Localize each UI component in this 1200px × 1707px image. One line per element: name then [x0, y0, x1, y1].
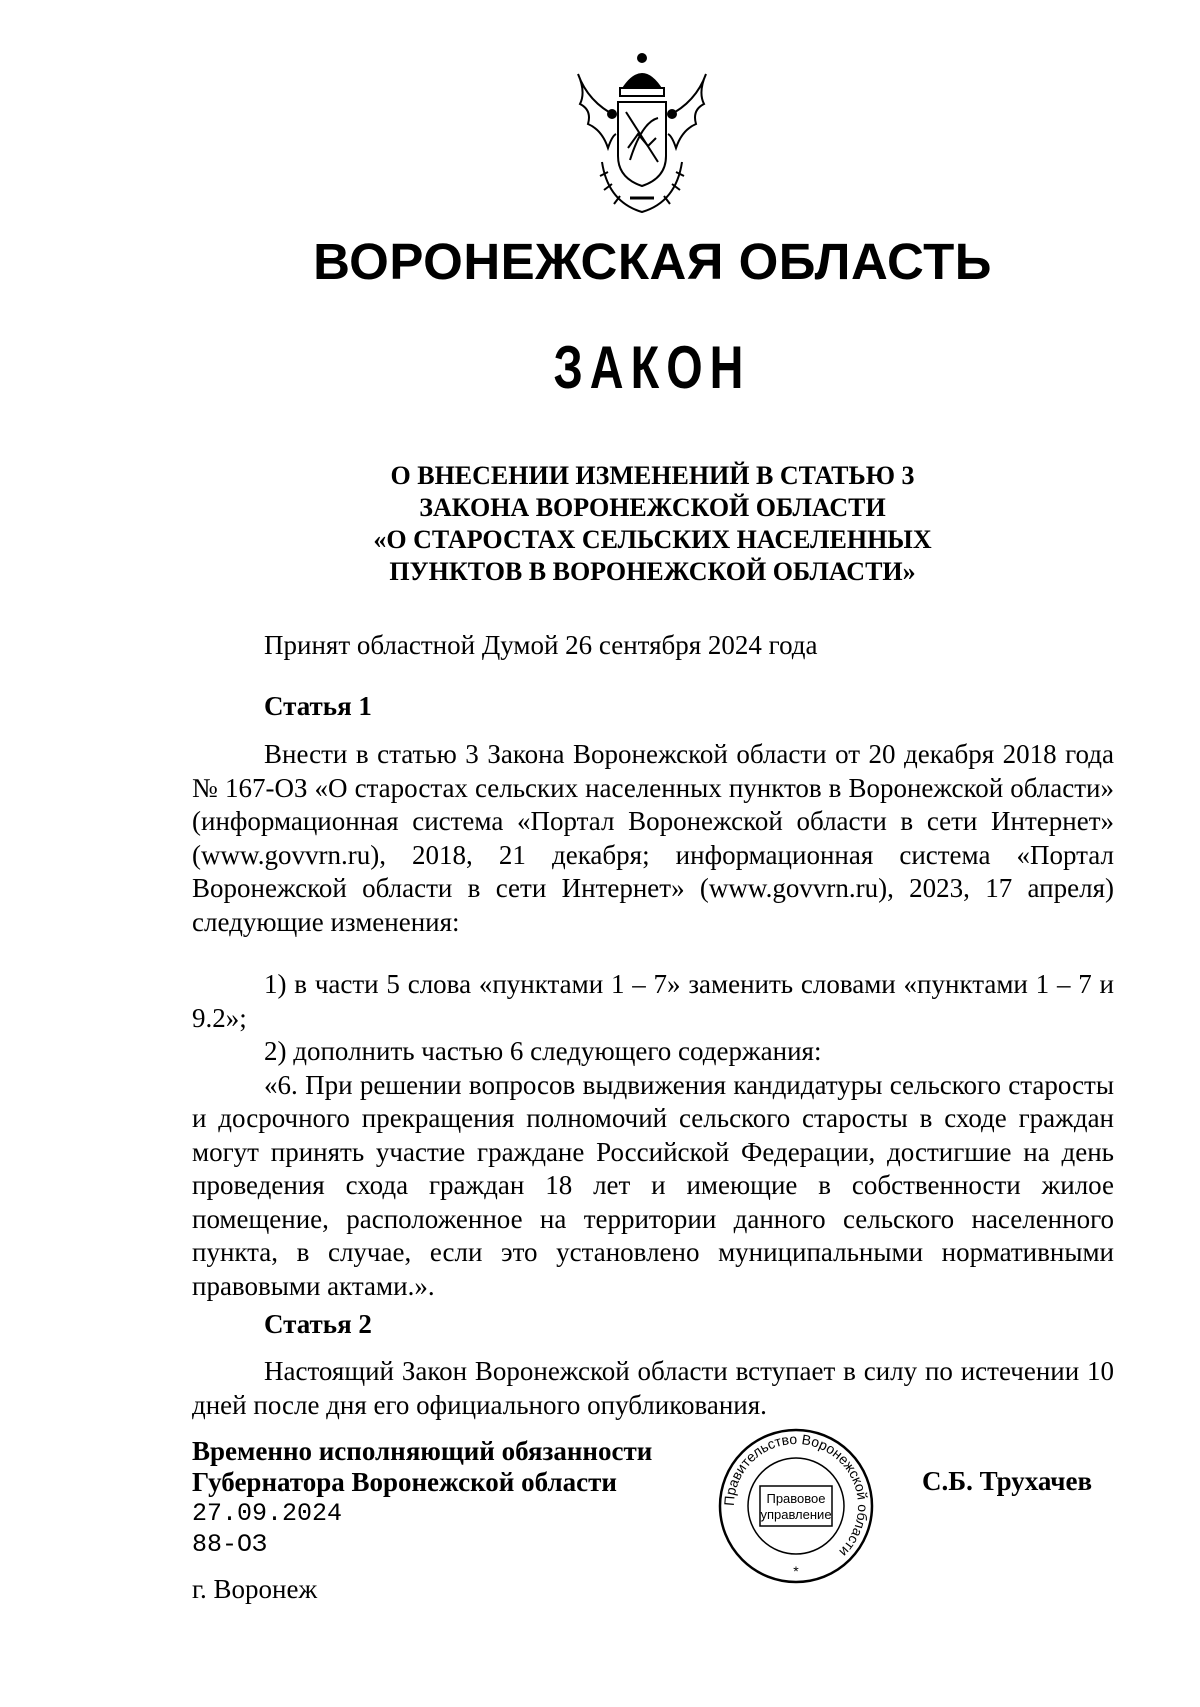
signer-position: Временно исполняющий обязанности	[192, 1436, 653, 1466]
article-1-heading: Статья 1	[264, 691, 372, 721]
article-1-intro-block	[192, 738, 1114, 939]
signature-block	[192, 1436, 652, 1605]
law-title	[0, 460, 1200, 588]
place: г. Воронеж	[192, 1574, 318, 1604]
adoption-line: Принят областной Думой 26 сентября 2024 года	[264, 630, 818, 660]
article-1-intro: Внести в статью 3 Закона Воронежской области от 20 декабря 2018 года № 167-ОЗ «О старостах сельских населенных пунктов в Воронежской области» (информационная система «Портал Воронежской области в сети Интернет» (www.govvrn.ru), 2018, 21 декабря; информационная система «Портал Воронежской области в сети Интернет» (www.govvrn.ru), 2023, 17 апреля) следующие изменения:	[192, 739, 1114, 937]
article-2-heading: Статья 2	[264, 1309, 372, 1339]
seal-ring-text: Правительство Воронежской области	[720, 1430, 872, 1561]
signer-position: Губернатора Воронежской области	[192, 1467, 617, 1497]
coat-of-arms-icon	[568, 52, 716, 220]
article-2-text: Настоящий Закон Воронежской области вступает в силу по истечении 10 дней после дня его официального опубликования.	[192, 1356, 1114, 1420]
amendment-quote: «6. При решении вопросов выдвижения кандидатуры сельского старосты и досрочного прекращения полномочий сельского старосты в сходе граждан могут принять участие граждане Российской Федерации, достигшие на день проведения схода граждан 18 лет и имеющие в собственности жилое помещение, расположенное на территории данного сельского населенного пункта, в случае, если это установлено муниципальными нормативными правовыми актами.».	[192, 1069, 1114, 1301]
article-1-items	[192, 968, 1114, 1303]
seal-star: *	[793, 1563, 799, 1579]
region-title: ВОРОНЕЖСКАЯ ОБЛАСТЬ	[313, 233, 992, 290]
amendment-item-1: 1) в части 5 слова «пунктами 1 – 7» заменить словами «пунктами 1 – 7 и 9.2»;	[192, 969, 1114, 1033]
title-line: ПУНКТОВ В ВОРОНЕЖСКОЙ ОБЛАСТИ»	[389, 557, 916, 586]
seal-center-line2: управление	[760, 1507, 832, 1522]
seal-center-line1: Правовое	[766, 1491, 826, 1506]
article-1	[192, 690, 1114, 724]
title-line: О ВНЕСЕНИИ ИЗМЕНЕНИЙ В СТАТЬЮ 3	[390, 461, 915, 490]
amendment-item-2: 2) дополнить частью 6 следующего содержания:	[264, 1036, 822, 1066]
law-date: 27.09.2024	[192, 1499, 343, 1528]
article-2	[192, 1308, 1114, 1342]
article-2-text-block	[192, 1355, 1114, 1422]
title-line: ЗАКОНА ВОРОНЕЖСКОЙ ОБЛАСТИ	[419, 493, 886, 522]
title-line: «О СТАРОСТАХ СЕЛЬСКИХ НАСЕЛЕННЫХ	[373, 525, 932, 554]
law-number: 88-ОЗ	[192, 1530, 268, 1559]
signer-name: С.Б. Трухачев	[922, 1466, 1093, 1496]
seal-stamp-icon	[716, 1426, 876, 1586]
document-type: ЗАКОН	[553, 334, 751, 401]
